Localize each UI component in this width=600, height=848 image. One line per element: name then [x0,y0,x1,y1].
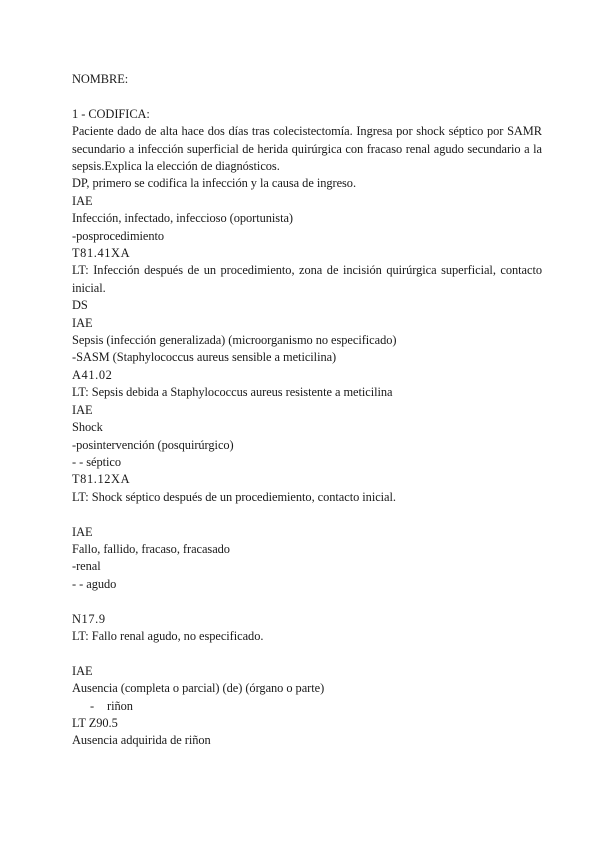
block1-sub: -posprocedimiento [72,228,165,243]
block1-term: Infección, infectado, infeccioso (oportunista) [72,211,293,226]
block5-sub [72,698,542,715]
block4-lt: LT: Fallo renal agudo, no especificado. [72,628,264,643]
exercise-statement: Paciente dado de alta hace dos días tras colecistectomía. Ingresa por shock séptico por SAMR secundario a infección superficial de herida quirúrgica con fracaso renal agudo secundario a la sepsis.Explica la elección de diagnósticos. [72,124,542,174]
block5-term: Ausencia (completa o parcial) (de) (órgano o parte) [72,681,325,696]
block2-lt: LT: Sepsis debida a Staphylococcus aureus resistente a meticilina [72,385,393,400]
block4-term: Fallo, fallido, fracaso, fracasado [72,541,230,556]
block2-sub: -SASM (Staphylococcus aureus sensible a meticilina) [72,350,337,365]
block3-lt: LT: Shock séptico después de un procediemiento, contacto inicial. [72,489,396,504]
block5-lt-code: LT Z90.5 [72,715,118,730]
spacer [72,88,542,105]
ds-label: DS [72,298,88,313]
document-body [72,71,542,750]
spacer [72,593,542,610]
block3-sub2: - - séptico [72,454,121,469]
block5-desc: Ausencia adquirida de riñon [72,733,211,748]
block5-sub-text: riñon [107,698,133,713]
exercise-title: 1 - CODIFICA: [72,106,150,121]
dp-note: DP, primero se codifica la infección y la causa de ingreso. [72,176,356,191]
block4-sub2: - - agudo [72,576,117,591]
block3-iae: IAE [72,402,93,417]
block3-code: T81.12XA [72,472,131,487]
block1-iae: IAE [72,193,93,208]
block4-iae: IAE [72,524,93,539]
block5-sub-dash: - [90,698,95,713]
spacer [72,645,542,662]
block4-code: N17.9 [72,611,106,626]
block4-sub: -renal [72,559,101,574]
block2-term: Sepsis (infección generalizada) (microorganismo no especificado) [72,333,397,348]
block1-code: T81.41XA [72,246,131,261]
block1-lt: LT: Infección después de un procedimiento, zona de incisión quirúrgica superficial, contacto inicial. [72,263,542,295]
block3-term: Shock [72,420,103,435]
block2-code: A41.02 [72,367,113,382]
block3-sub: -posintervención (posquirúrgico) [72,437,234,452]
block5-iae: IAE [72,663,93,678]
block2-iae: IAE [72,315,93,330]
spacer [72,506,542,523]
nombre-field: NOMBRE: [72,72,129,86]
